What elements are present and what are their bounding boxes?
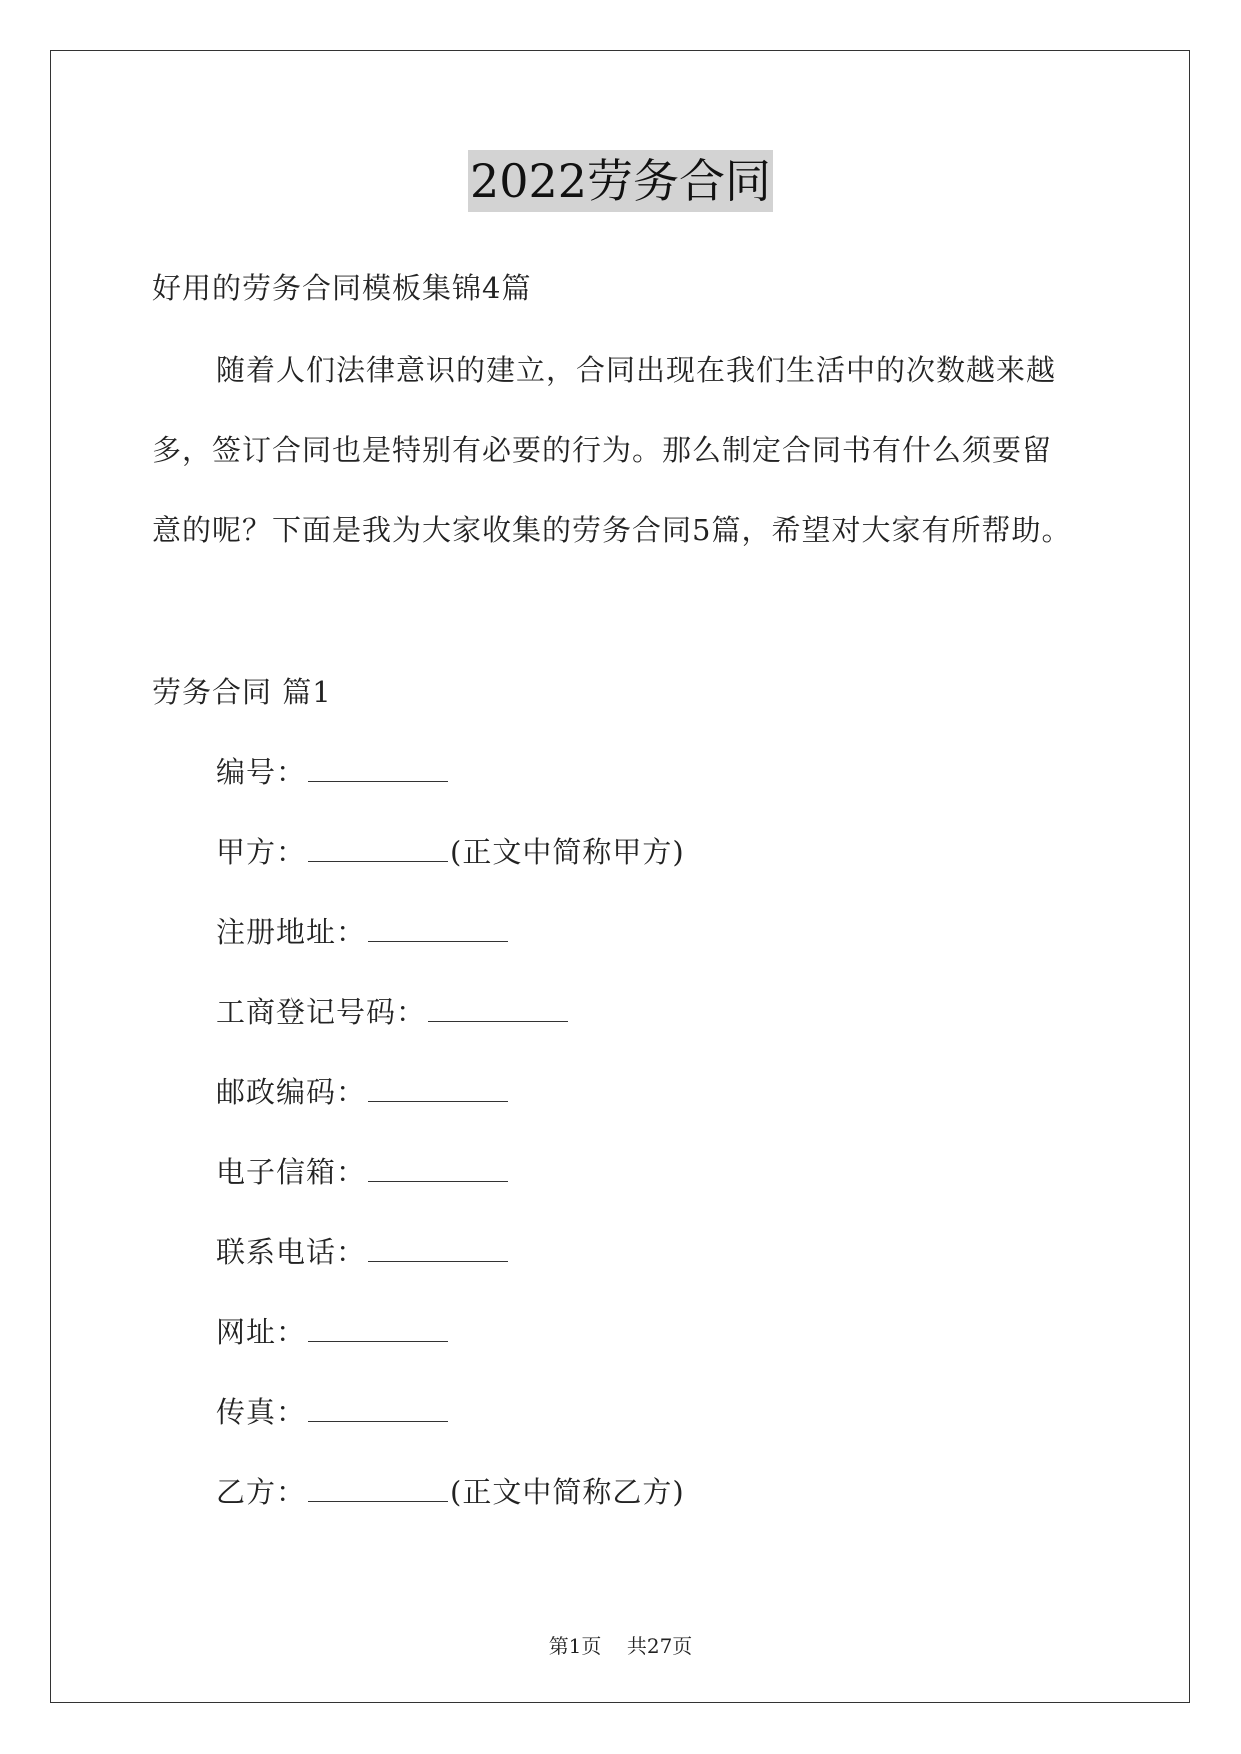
field-row xyxy=(216,832,685,872)
field-label: 乙方： xyxy=(216,1475,307,1509)
field-label: 甲方： xyxy=(216,835,307,869)
fill-in-blank xyxy=(308,1395,448,1422)
document-subtitle: 好用的劳务合同模板集锦4篇 xyxy=(152,271,532,305)
fill-in-blank xyxy=(308,755,448,782)
field-row xyxy=(216,1472,685,1512)
fill-in-blank xyxy=(368,1235,508,1262)
field-label: 邮政编码： xyxy=(216,1075,367,1109)
document-title: 2022劳务合同 xyxy=(468,150,773,212)
field-label: 电子信箱： xyxy=(216,1155,367,1189)
intro-paragraph-line-3: 意的呢？下面是我为大家收集的劳务合同5篇，希望对大家有所帮助。 xyxy=(152,513,1072,547)
intro-paragraph-line-2: 多，签订合同也是特别有必要的行为。那么制定合同书有什么须要留 xyxy=(152,433,1053,467)
field-label: 网址： xyxy=(216,1315,307,1349)
field-row xyxy=(216,992,570,1032)
field-row xyxy=(216,752,450,792)
field-row xyxy=(216,1232,510,1272)
page-number: 第1页 xyxy=(548,1634,602,1658)
fill-in-blank xyxy=(368,1075,508,1102)
page-total: 共27页 xyxy=(626,1634,693,1658)
field-row xyxy=(216,1392,450,1432)
intro-paragraph-line-1: 随着人们法律意识的建立，合同出现在我们生活中的次数越来越 xyxy=(216,353,1057,387)
title-container xyxy=(0,150,1241,212)
fill-in-blank xyxy=(308,835,448,862)
field-label: 传真： xyxy=(216,1395,307,1429)
fill-in-blank xyxy=(308,1315,448,1342)
field-row xyxy=(216,1072,510,1112)
fill-in-blank xyxy=(368,1155,508,1182)
field-label: 编号： xyxy=(216,755,307,789)
field-label: 工商登记号码： xyxy=(216,995,427,1029)
field-row xyxy=(216,912,510,952)
section-heading: 劳务合同 篇1 xyxy=(152,675,332,709)
field-row xyxy=(216,1312,450,1352)
field-suffix: (正文中简称乙方) xyxy=(450,1475,685,1509)
field-label: 注册地址： xyxy=(216,915,367,949)
fill-in-blank xyxy=(308,1475,448,1502)
field-label: 联系电话： xyxy=(216,1235,367,1269)
fill-in-blank xyxy=(368,915,508,942)
fill-in-blank xyxy=(428,995,568,1022)
field-suffix: (正文中简称甲方) xyxy=(450,835,685,869)
field-row xyxy=(216,1152,510,1192)
page-footer xyxy=(0,1632,1241,1660)
